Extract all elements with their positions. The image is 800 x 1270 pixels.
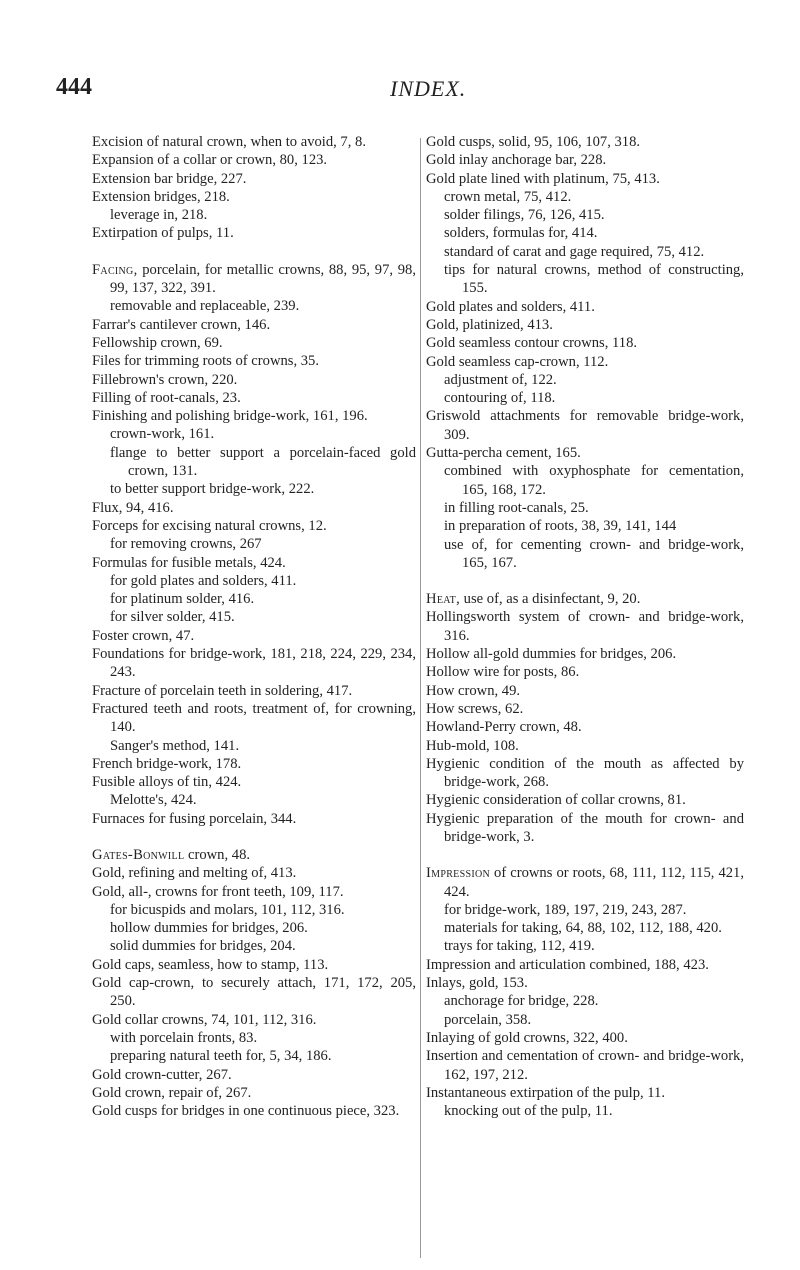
index-subentry <box>426 243 744 261</box>
index-column-left <box>92 133 416 1120</box>
entry-text: flange to better support a porcelain-faced gold crown, 131. <box>110 444 416 480</box>
entry-text: Hygienic consideration of collar crowns, 81. <box>426 792 686 809</box>
entry-text: solders, formulas for, 414. <box>444 225 598 242</box>
section-gap <box>92 828 416 846</box>
index-entry <box>92 1084 416 1102</box>
index-subentry <box>92 572 416 590</box>
entry-text: solid dummies for bridges, 204. <box>110 938 296 955</box>
entry-text: hollow dummies for bridges, 206. <box>110 920 308 937</box>
section-gap <box>92 243 416 261</box>
index-subentry <box>426 937 744 955</box>
entry-text: Finishing and polishing bridge-work, 161, 196. <box>92 408 368 425</box>
entry-text: French bridge-work, 178. <box>92 755 242 772</box>
entry-text: Furnaces for fusing porcelain, 344. <box>92 810 297 827</box>
index-entry <box>92 151 416 169</box>
index-column-right <box>426 133 744 1120</box>
entry-text: Foster crown, 47. <box>92 627 195 644</box>
index-entry <box>426 353 744 371</box>
index-subentry <box>92 1047 416 1065</box>
index-entry <box>426 316 744 334</box>
entry-text: Melotte's, 424. <box>110 792 197 809</box>
index-entry <box>426 608 744 645</box>
entry-text: porcelain, 358. <box>444 1011 532 1028</box>
index-subentry <box>92 206 416 224</box>
entry-text: combined with oxyphosphate for cementation, 165, 168, 172. <box>444 463 744 498</box>
index-subentry <box>426 1011 744 1029</box>
entry-text: Gold, all-, crowns for front teeth, 109, 117. <box>92 883 344 900</box>
index-entry <box>92 499 416 517</box>
entry-text: Gold crown-cutter, 267. <box>92 1066 232 1083</box>
index-entry <box>92 554 416 572</box>
section-gap <box>426 572 744 590</box>
index-entry <box>426 974 744 992</box>
entry-text: Forceps for excising natural crowns, 12. <box>92 517 327 534</box>
index-subentry <box>92 919 416 937</box>
index-subentry <box>92 297 416 315</box>
section-lead-word: Impression <box>426 865 490 882</box>
entry-text: Howland-Perry crown, 48. <box>426 719 582 736</box>
index-subentry <box>92 444 416 481</box>
entry-text: How crown, 49. <box>426 682 521 699</box>
section-gap <box>426 846 744 864</box>
entry-text: removable and replaceable, 239. <box>110 298 300 315</box>
index-subentry <box>92 901 416 919</box>
entry-text: contouring of, 118. <box>444 390 556 407</box>
entry-text: Gold seamless contour crowns, 118. <box>426 335 638 352</box>
index-entry <box>92 352 416 370</box>
index-subentry <box>426 536 744 573</box>
entry-text: Hygienic condition of the mouth as affected by bridge-work, 268. <box>426 755 744 791</box>
index-entry <box>92 645 416 682</box>
index-subentry <box>92 425 416 443</box>
entry-text: Filling of root-canals, 23. <box>92 389 241 406</box>
entry-text: to better support bridge-work, 222. <box>110 481 315 498</box>
entry-text: leverage in, 218. <box>110 207 208 224</box>
entry-text: Hygienic preparation of the mouth for crown- and bridge-work, 3. <box>426 810 744 845</box>
index-entry <box>92 883 416 901</box>
entry-text: standard of carat and gage required, 75, 412. <box>444 243 705 260</box>
entry-text: Fractured teeth and roots, treatment of, for crowning, 140. <box>92 700 416 736</box>
index-entry <box>426 864 744 901</box>
index-entry <box>426 151 744 169</box>
entry-text: Extension bar bridge, 227. <box>92 170 247 187</box>
index-entry <box>426 334 744 352</box>
index-subentry <box>92 535 416 553</box>
index-subentry <box>92 737 416 755</box>
entry-text: Fracture of porcelain teeth in soldering, 417. <box>92 682 353 699</box>
entry-text: Flux, 94, 416. <box>92 499 174 516</box>
entry-text: Insertion and cementation of crown- and bridge-work, 162, 197, 212. <box>426 1048 744 1083</box>
index-subentry <box>92 1029 416 1047</box>
index-subentry <box>426 499 744 517</box>
entry-text: Hollow all-gold dummies for bridges, 206. <box>426 646 677 663</box>
index-entry <box>92 407 416 425</box>
entry-text: Fillebrown's crown, 220. <box>92 371 238 388</box>
index-entry <box>426 682 744 700</box>
entry-text: anchorage for bridge, 228. <box>444 993 599 1010</box>
entry-text: Extirpation of pulps, 11. <box>92 225 234 242</box>
section-lead-word: Gates-Bonwill <box>92 846 185 863</box>
page-number: 444 <box>56 74 92 100</box>
entry-text: Excision of natural crown, when to avoid, 7, 8. <box>92 134 366 150</box>
index-entry <box>92 1102 416 1120</box>
index-entry <box>92 700 416 737</box>
index-subentry <box>426 206 744 224</box>
entry-text: Files for trimming roots of crowns, 35. <box>92 353 319 370</box>
entry-text: trays for taking, 112, 419. <box>444 938 595 955</box>
entry-text: Farrar's cantilever crown, 146. <box>92 316 271 333</box>
entry-text: Gold crown, repair of, 267. <box>92 1084 252 1101</box>
index-subentry <box>426 261 744 298</box>
index-entry <box>426 590 744 608</box>
entry-text: in preparation of roots, 38, 39, 141, 144 <box>444 518 677 535</box>
index-entry <box>92 810 416 828</box>
index-subentry <box>426 389 744 407</box>
entry-text: Gold plate lined with platinum, 75, 413. <box>426 170 660 187</box>
entry-text: preparing natural teeth for, 5, 34, 186. <box>110 1048 332 1065</box>
index-entry <box>92 846 416 864</box>
index-entry <box>426 663 744 681</box>
index-entry <box>92 371 416 389</box>
index-entry <box>92 517 416 535</box>
entry-text: for bicuspids and molars, 101, 112, 316. <box>110 901 345 918</box>
index-entry <box>92 864 416 882</box>
index-entry <box>92 334 416 352</box>
index-entry <box>92 389 416 407</box>
index-subentry <box>426 901 744 919</box>
index-subentry <box>426 1102 744 1120</box>
entry-text: tips for natural crowns, method of constructing, 155. <box>444 262 744 297</box>
entry-text: crown, 48. <box>184 846 251 863</box>
entry-text: Fusible alloys of tin, 424. <box>92 774 242 791</box>
entry-text: Gold cap-crown, to securely attach, 171, 172, 205, 250. <box>92 975 416 1010</box>
entry-text: use of, for cementing crown- and bridge-work, 165, 167. <box>444 536 744 571</box>
index-entry <box>426 956 744 974</box>
index-entry <box>426 755 744 792</box>
index-subentry <box>92 937 416 955</box>
index-entry <box>426 133 744 151</box>
index-subentry <box>426 371 744 389</box>
entry-text: Extension bridges, 218. <box>92 188 230 205</box>
entry-text: Foundations for bridge-work, 181, 218, 224, 229, 234, 243. <box>92 646 416 681</box>
entry-text: Expansion of a collar or crown, 80, 123. <box>92 152 328 169</box>
entry-text: Inlays, gold, 153. <box>426 975 528 992</box>
index-entry <box>426 407 744 444</box>
entry-text: for removing crowns, 267 <box>110 536 262 553</box>
entry-text: Gold collar crowns, 74, 101, 112, 316. <box>92 1011 317 1028</box>
index-entry <box>426 170 744 188</box>
running-head: INDEX. <box>390 76 467 101</box>
index-entry <box>426 700 744 718</box>
entry-text: solder filings, 76, 126, 415. <box>444 207 605 224</box>
index-entry <box>426 791 744 809</box>
entry-text: How screws, 62. <box>426 700 524 717</box>
index-entry <box>92 1066 416 1084</box>
index-subentry <box>426 188 744 206</box>
entry-text: Gold plates and solders, 411. <box>426 298 595 315</box>
entry-text: for bridge-work, 189, 197, 219, 243, 287. <box>444 901 687 918</box>
entry-text: Griswold attachments for removable bridge-work, 309. <box>426 408 744 443</box>
entry-text: Sanger's method, 141. <box>110 737 240 754</box>
index-subentry <box>426 224 744 242</box>
index-entry <box>92 188 416 206</box>
entry-text: Gold, platinized, 413. <box>426 316 553 333</box>
entry-text: Hollingsworth system of crown- and bridge-work, 316. <box>426 609 744 644</box>
index-subentry <box>426 919 744 937</box>
index-subentry <box>92 480 416 498</box>
entry-text: with porcelain fronts, 83. <box>110 1029 258 1046</box>
index-entry <box>92 682 416 700</box>
index-entry <box>92 974 416 1011</box>
index-entry <box>426 444 744 462</box>
entry-text: knocking out of the pulp, 11. <box>444 1103 613 1120</box>
section-lead-word: Heat, <box>426 591 461 608</box>
entry-text: Gold, refining and melting of, 413. <box>92 865 297 882</box>
entry-text: Gold cusps for bridges in one continuous piece, 323. <box>92 1103 400 1120</box>
entry-text: Gold caps, seamless, how to stamp, 113. <box>92 956 329 973</box>
index-entry <box>92 773 416 791</box>
index-entry <box>426 1047 744 1084</box>
index-subentry <box>426 992 744 1010</box>
index-subentry <box>426 462 744 499</box>
index-entry <box>426 645 744 663</box>
index-entry <box>92 133 416 151</box>
entry-text: of crowns or roots, 68, 111, 112, 115, 421, 424. <box>444 865 744 900</box>
entry-text: porcelain, for metallic crowns, 88, 95, 97, 98, 99, 137, 322, 391. <box>110 261 416 297</box>
index-entry <box>92 224 416 242</box>
entry-text: Formulas for fusible metals, 424. <box>92 554 286 571</box>
index-entry <box>92 956 416 974</box>
index-entry <box>426 810 744 847</box>
entry-text: for platinum solder, 416. <box>110 591 255 608</box>
entry-text: Gold seamless cap-crown, 112. <box>426 353 609 370</box>
section-lead-word: Facing, <box>92 261 138 278</box>
index-subentry <box>426 517 744 535</box>
index-subentry <box>92 608 416 626</box>
entry-text: Inlaying of gold crowns, 322, 400. <box>426 1029 628 1046</box>
entry-text: Gold cusps, solid, 95, 106, 107, 318. <box>426 134 641 150</box>
entry-text: Instantaneous extirpation of the pulp, 11. <box>426 1084 665 1101</box>
index-entry <box>426 718 744 736</box>
entry-text: adjustment of, 122. <box>444 371 557 388</box>
entry-text: crown-work, 161. <box>110 426 215 443</box>
index-entry <box>426 298 744 316</box>
entry-text: use of, as a disinfectant, 9, 20. <box>460 591 641 608</box>
index-entry <box>92 1011 416 1029</box>
index-entry <box>92 316 416 334</box>
index-entry <box>426 1029 744 1047</box>
index-entry <box>92 261 416 298</box>
entry-text: Fellowship crown, 69. <box>92 334 223 351</box>
index-entry <box>92 755 416 773</box>
entry-text: in filling root-canals, 25. <box>444 499 589 516</box>
entry-text: Hollow wire for posts, 86. <box>426 664 580 681</box>
entry-text: materials for taking, 64, 88, 102, 112, 188, 420. <box>444 920 722 937</box>
entry-text: Gold inlay anchorage bar, 228. <box>426 152 607 169</box>
index-entry <box>92 627 416 645</box>
index-entry <box>92 170 416 188</box>
index-subentry <box>92 590 416 608</box>
index-entry <box>426 737 744 755</box>
entry-text: Impression and articulation combined, 188, 423. <box>426 956 709 973</box>
entry-text: for silver solder, 415. <box>110 609 235 626</box>
column-divider <box>420 138 421 1258</box>
entry-text: Gutta-percha cement, 165. <box>426 445 581 462</box>
index-entry <box>426 1084 744 1102</box>
entry-text: for gold plates and solders, 411. <box>110 572 297 589</box>
index-subentry <box>92 791 416 809</box>
entry-text: crown metal, 75, 412. <box>444 188 572 205</box>
entry-text: Hub-mold, 108. <box>426 737 519 754</box>
